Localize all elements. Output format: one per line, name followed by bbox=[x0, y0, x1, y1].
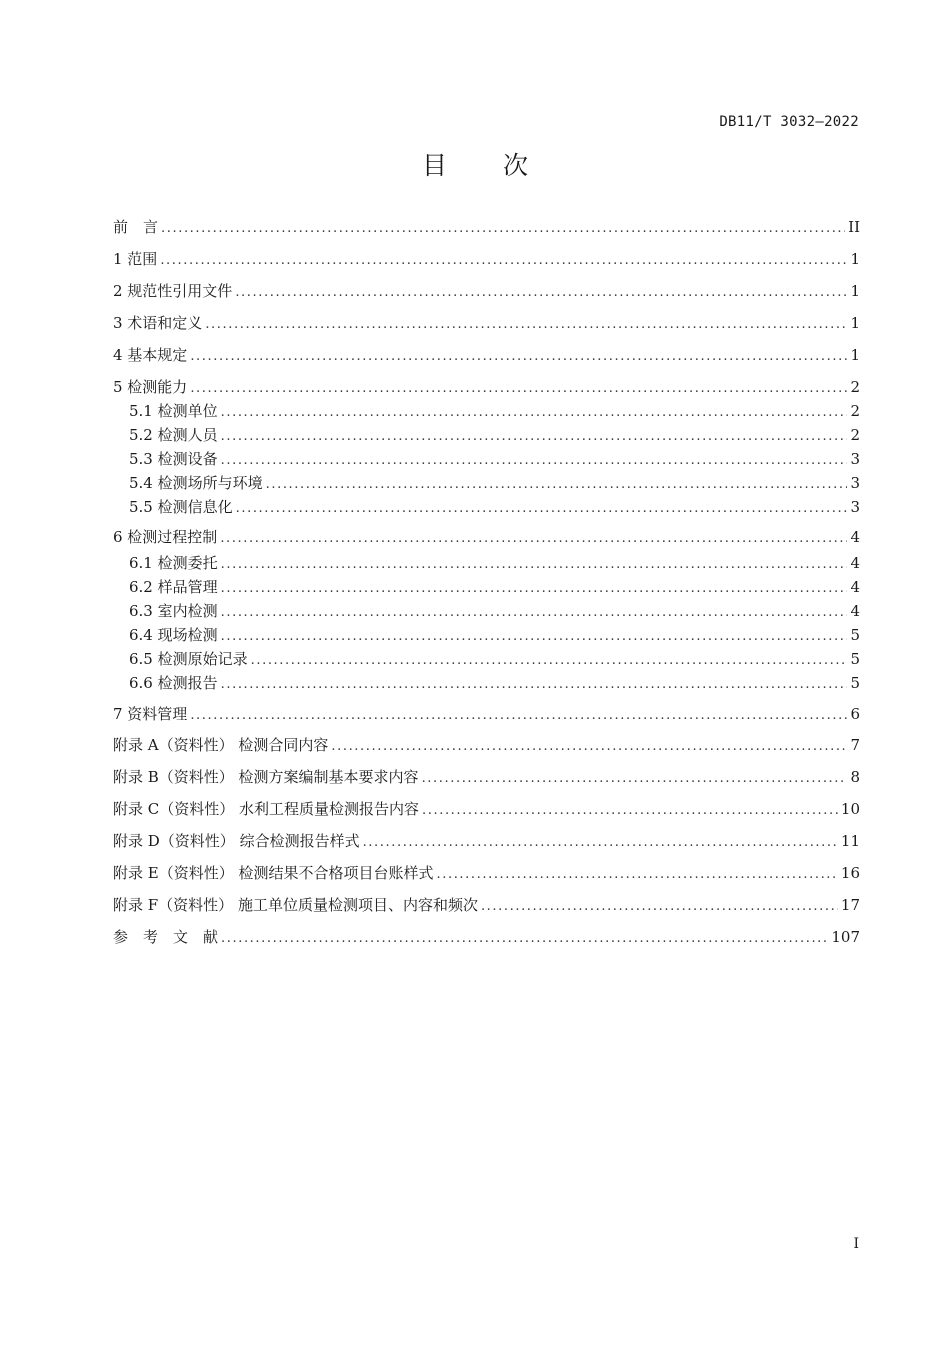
dot-leader bbox=[160, 250, 847, 272]
toc-entry-label: 附录 D（资料性） 综合检测报告样式 bbox=[113, 832, 360, 850]
toc-entry-label: 3 术语和定义 bbox=[113, 314, 203, 332]
toc-entry-label: 7 资料管理 bbox=[113, 705, 188, 723]
toc-entry-page: 1 bbox=[850, 282, 860, 300]
toc-entry-6[interactable] bbox=[113, 526, 860, 548]
dot-leader bbox=[221, 602, 847, 624]
toc-entry-label: 6.1 检测委托 bbox=[129, 554, 218, 572]
toc-entry-6-6[interactable] bbox=[129, 672, 860, 694]
toc-entry-label: 6.4 现场检测 bbox=[129, 626, 218, 644]
toc-entry-page: 4 bbox=[850, 602, 860, 620]
toc-entry-label: 附录 E（资料性） 检测结果不合格项目台账样式 bbox=[113, 864, 434, 882]
toc-entry-label: 2 规范性引用文件 bbox=[113, 282, 233, 300]
toc-entry-page: 5 bbox=[850, 650, 860, 668]
toc-entry-6-1[interactable] bbox=[129, 552, 860, 574]
toc-entry-label: 参 考 文 献 bbox=[113, 928, 219, 946]
dot-leader bbox=[221, 626, 847, 648]
toc-entry-appendix-e[interactable] bbox=[113, 862, 860, 884]
toc-entry-3[interactable] bbox=[113, 312, 860, 334]
toc-entry-label: 5.5 检测信息化 bbox=[129, 498, 233, 516]
toc-entry-page: 107 bbox=[831, 928, 860, 946]
toc-entry-page: 1 bbox=[850, 346, 860, 364]
toc-entry-foreword[interactable] bbox=[113, 216, 860, 238]
toc-entry-5-1[interactable] bbox=[129, 400, 860, 422]
toc-entry-5-4[interactable] bbox=[129, 472, 860, 494]
toc-entry-6-3[interactable] bbox=[129, 600, 860, 622]
toc-entry-page: 5 bbox=[850, 674, 860, 692]
toc-entry-label: 附录 B（资料性） 检测方案编制基本要求内容 bbox=[113, 768, 419, 786]
dot-leader bbox=[235, 282, 847, 304]
toc-entry-page: 3 bbox=[850, 474, 860, 492]
dot-leader bbox=[422, 768, 847, 790]
dot-leader bbox=[161, 218, 845, 240]
toc-entry-6-5[interactable] bbox=[129, 648, 860, 670]
toc-title-part-2: 次 bbox=[503, 151, 529, 180]
toc-entry-4[interactable] bbox=[113, 344, 860, 366]
toc-entry-label: 1 范围 bbox=[113, 250, 158, 268]
toc-entry-label: 5 检测能力 bbox=[113, 378, 188, 396]
dot-leader bbox=[190, 378, 847, 400]
toc-entry-page: 2 bbox=[850, 378, 860, 396]
toc-entry-references[interactable] bbox=[113, 926, 860, 948]
toc-entry-page: 2 bbox=[850, 402, 860, 420]
toc-entry-6-4[interactable] bbox=[129, 624, 860, 646]
page-number: I bbox=[853, 1236, 859, 1252]
toc-entry-page: 3 bbox=[850, 450, 860, 468]
toc-entry-appendix-b[interactable] bbox=[113, 766, 860, 788]
toc-entry-page: 4 bbox=[850, 528, 860, 546]
toc-entry-label: 4 基本规定 bbox=[113, 346, 188, 364]
toc-entry-appendix-f[interactable] bbox=[113, 894, 860, 916]
toc-title bbox=[0, 146, 950, 182]
toc-entry-page: 4 bbox=[850, 554, 860, 572]
toc-entry-1[interactable] bbox=[113, 248, 860, 270]
toc-entry-page: 6 bbox=[850, 705, 860, 723]
toc-entry-label: 附录 C（资料性） 水利工程质量检测报告内容 bbox=[113, 800, 420, 818]
dot-leader bbox=[205, 314, 847, 336]
dot-leader bbox=[363, 832, 838, 854]
dot-leader bbox=[481, 896, 838, 918]
toc-entry-label: 5.1 检测单位 bbox=[129, 402, 218, 420]
toc-entry-label: 6.2 样品管理 bbox=[129, 578, 218, 596]
dot-leader bbox=[221, 426, 847, 448]
toc-entry-page: II bbox=[848, 218, 860, 236]
dot-leader bbox=[236, 498, 847, 520]
toc-entry-label: 5.2 检测人员 bbox=[129, 426, 218, 444]
toc-entry-5-3[interactable] bbox=[129, 448, 860, 470]
toc-entry-appendix-a[interactable] bbox=[113, 734, 860, 756]
dot-leader bbox=[251, 650, 847, 672]
toc-entry-page: 5 bbox=[850, 626, 860, 644]
dot-leader bbox=[221, 578, 847, 600]
toc-entry-page: 2 bbox=[850, 426, 860, 444]
toc-entry-6-2[interactable] bbox=[129, 576, 860, 598]
dot-leader bbox=[221, 402, 847, 424]
toc-entry-appendix-c[interactable] bbox=[113, 798, 860, 820]
toc-entry-label: 6 检测过程控制 bbox=[113, 528, 218, 546]
toc-entry-label: 5.3 检测设备 bbox=[129, 450, 218, 468]
toc-entry-page: 1 bbox=[850, 250, 860, 268]
toc-entry-page: 1 bbox=[850, 314, 860, 332]
toc-entry-page: 10 bbox=[840, 800, 860, 818]
dot-leader bbox=[221, 450, 847, 472]
toc-entry-label: 附录 F（资料性） 施工单位质量检测项目、内容和频次 bbox=[113, 896, 478, 914]
dot-leader bbox=[437, 864, 838, 886]
document-code: DB11/T 3032—2022 bbox=[719, 114, 859, 130]
dot-leader bbox=[221, 554, 847, 576]
toc-entry-label: 前 言 bbox=[113, 218, 159, 236]
toc-entry-page: 3 bbox=[850, 498, 860, 516]
toc-entry-5-5[interactable] bbox=[129, 496, 860, 518]
dot-leader bbox=[221, 674, 847, 696]
toc-entry-label: 6.3 室内检测 bbox=[129, 602, 218, 620]
toc-entry-label: 5.4 检测场所与环境 bbox=[129, 474, 263, 492]
dot-leader bbox=[266, 474, 847, 496]
toc-entry-page: 4 bbox=[850, 578, 860, 596]
toc-entry-label: 附录 A（资料性） 检测合同内容 bbox=[113, 736, 329, 754]
toc-entry-page: 8 bbox=[850, 768, 860, 786]
toc-entry-5[interactable] bbox=[113, 376, 860, 398]
toc-entry-page: 17 bbox=[840, 896, 860, 914]
toc-entry-7[interactable] bbox=[113, 703, 860, 725]
dot-leader bbox=[190, 346, 847, 368]
toc-title-part-1: 目 bbox=[421, 151, 447, 180]
toc-entry-label: 6.6 检测报告 bbox=[129, 674, 218, 692]
toc-entry-label: 6.5 检测原始记录 bbox=[129, 650, 248, 668]
dot-leader bbox=[190, 705, 847, 727]
toc-entry-5-2[interactable] bbox=[129, 424, 860, 446]
toc-entry-page: 11 bbox=[840, 832, 860, 850]
dot-leader bbox=[422, 800, 838, 822]
dot-leader bbox=[221, 928, 828, 950]
toc-entry-appendix-d[interactable] bbox=[113, 830, 860, 852]
dot-leader bbox=[331, 736, 847, 758]
toc-entry-page: 7 bbox=[850, 736, 860, 754]
toc-entry-2[interactable] bbox=[113, 280, 860, 302]
toc-entry-page: 16 bbox=[840, 864, 860, 882]
dot-leader bbox=[220, 528, 847, 550]
